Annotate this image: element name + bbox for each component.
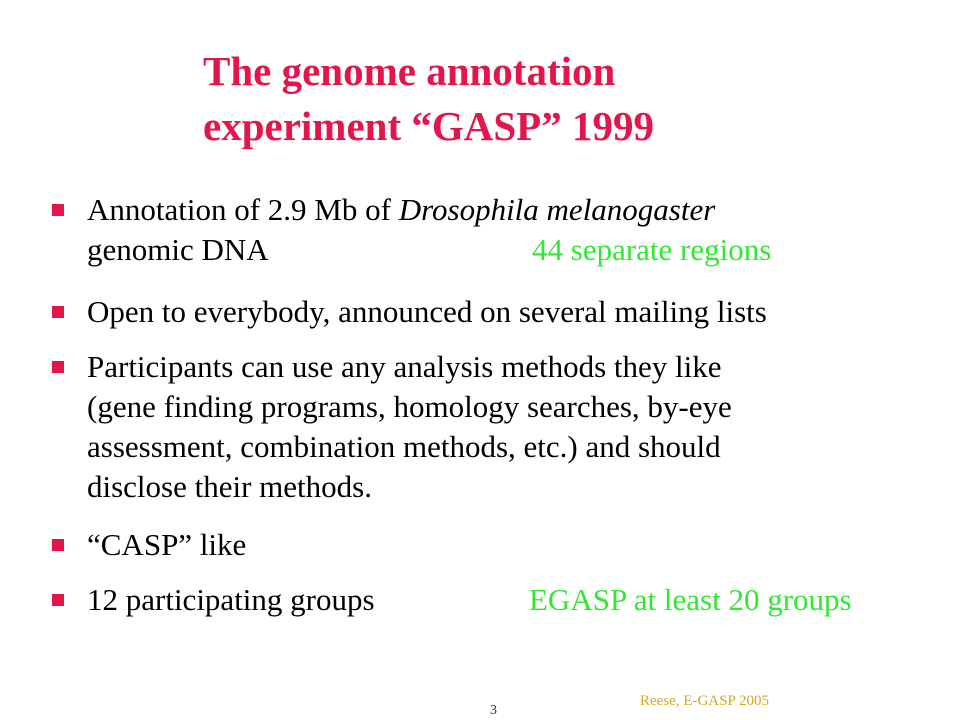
square-bullet-icon xyxy=(52,594,64,606)
title-line-1: The genome annotation xyxy=(203,48,616,94)
page-number: 3 xyxy=(490,703,497,718)
regions-note: 44 separate regions xyxy=(532,232,772,267)
footer-credit: Reese, E-GASP 2005 xyxy=(640,693,770,709)
slide-title xyxy=(203,44,923,154)
species-name: Drosophila melanogaster xyxy=(398,192,716,227)
bullet-text xyxy=(87,347,932,507)
bullet-line: Participants can use any analysis methods they like xyxy=(87,349,722,384)
square-bullet-icon xyxy=(52,306,64,318)
title-line-2: experiment “GASP” 1999 xyxy=(203,103,654,149)
bullet-line: assessment, combination methods, etc.) and should xyxy=(87,429,721,464)
bullet-text xyxy=(87,292,932,332)
square-bullet-icon xyxy=(52,361,64,373)
egasp-note: EGASP at least 20 groups xyxy=(529,582,852,617)
bullet-line: Open to everybody, announced on several mailing lists xyxy=(87,294,767,329)
bullet-line xyxy=(87,230,932,270)
bullet-text xyxy=(87,525,932,565)
bullet-text xyxy=(87,190,932,270)
bullet-text-prefix: Annotation of 2.9 Mb of xyxy=(87,192,399,227)
square-bullet-icon xyxy=(52,204,64,216)
bullet-text-line2: genomic DNA xyxy=(87,232,269,267)
bullet-line xyxy=(87,580,932,620)
groups-count: 12 participating groups xyxy=(87,582,375,617)
bullet-line: (gene finding programs, homology searches, by-eye xyxy=(87,389,732,424)
square-bullet-icon xyxy=(52,539,64,551)
bullet-text xyxy=(87,580,932,620)
bullet-line: “CASP” like xyxy=(87,527,247,562)
bullet-line xyxy=(87,190,932,230)
bullet-line: disclose their methods. xyxy=(87,469,372,504)
